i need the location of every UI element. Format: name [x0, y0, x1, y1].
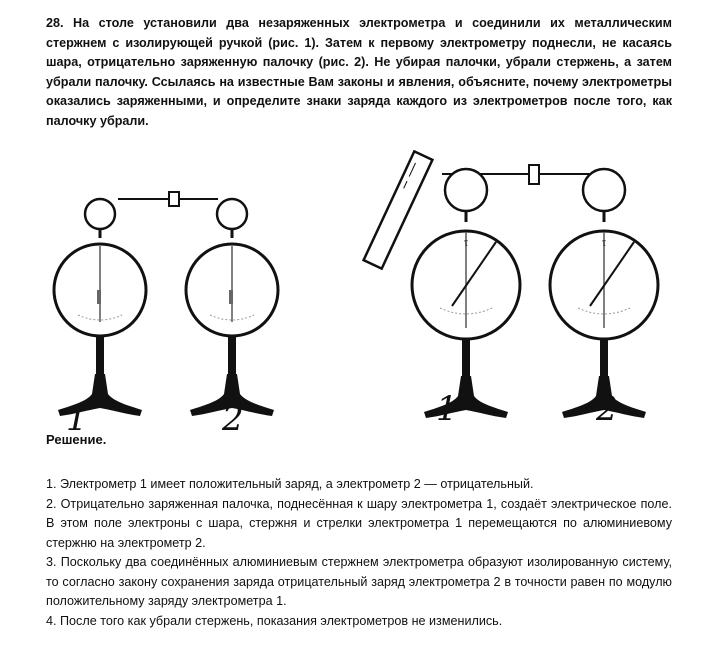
solution-body: [46, 475, 672, 631]
fig2-label-1: 1: [436, 389, 458, 429]
fig1-label-2: 2: [222, 399, 244, 439]
solution-item: 3. Поскольку два соединённых алюминиевым стержнем электрометра образуют изолированную систему, то согласно закону сохранения заряда отрицательный заряд электрометра 2 в точности равен по модулю положительному заряду электрометра 1.: [46, 555, 672, 608]
figures-area: [0, 150, 720, 440]
electrometer-2-icon: [550, 169, 658, 418]
electrometer-1-icon: [412, 169, 520, 418]
charged-stick-icon: [364, 151, 433, 268]
electrometer-2-icon: [186, 199, 278, 416]
electrometer-1-icon: [54, 199, 146, 416]
insulating-handle-icon: [169, 192, 179, 206]
electrometer-figures: [0, 150, 720, 440]
svg-text:τ: τ: [602, 238, 606, 249]
solution-item: 1. Электрометр 1 имеет положительный заряд, а электрометр 2 — отрицательный.: [46, 477, 534, 491]
figure-1: [54, 192, 278, 439]
solution-item: 4. После того как убрали стержень, показания электрометров не изменились.: [46, 613, 503, 628]
figure-2: [364, 151, 658, 429]
insulating-handle-icon: [529, 165, 539, 184]
solution-title: Решение.: [46, 432, 107, 447]
problem-statement: 28. На столе установили два незаряженных электрометра и соединили их металлическим стержнем с изолирующей ручкой (рис. 1). Затем к первому электрометру поднесли, не касаясь шара, отрицательно заряженную палочку (рис. 2). Не убирая палочки, убрали стержень, а затем убрали палочку. Ссылаясь на известные Вам законы и явления, объясните, почему электрометры оказались заряженными, и определите знаки заряда каждого из электрометров после того, как палочку убрали.: [46, 16, 672, 128]
svg-text:τ: τ: [464, 238, 468, 249]
fig2-label-2: 2: [596, 389, 618, 429]
solution-item: 2. Отрицательно заряженная палочка, поднесённая к шару электрометра 1, создаёт электрическое поле. В этом поле электроны с шара, стержня и стрелки электрометра 1 перемещаются по алюминиевому стержню на электрометр 2.: [46, 496, 672, 550]
fig1-label-1: 1: [66, 399, 88, 439]
